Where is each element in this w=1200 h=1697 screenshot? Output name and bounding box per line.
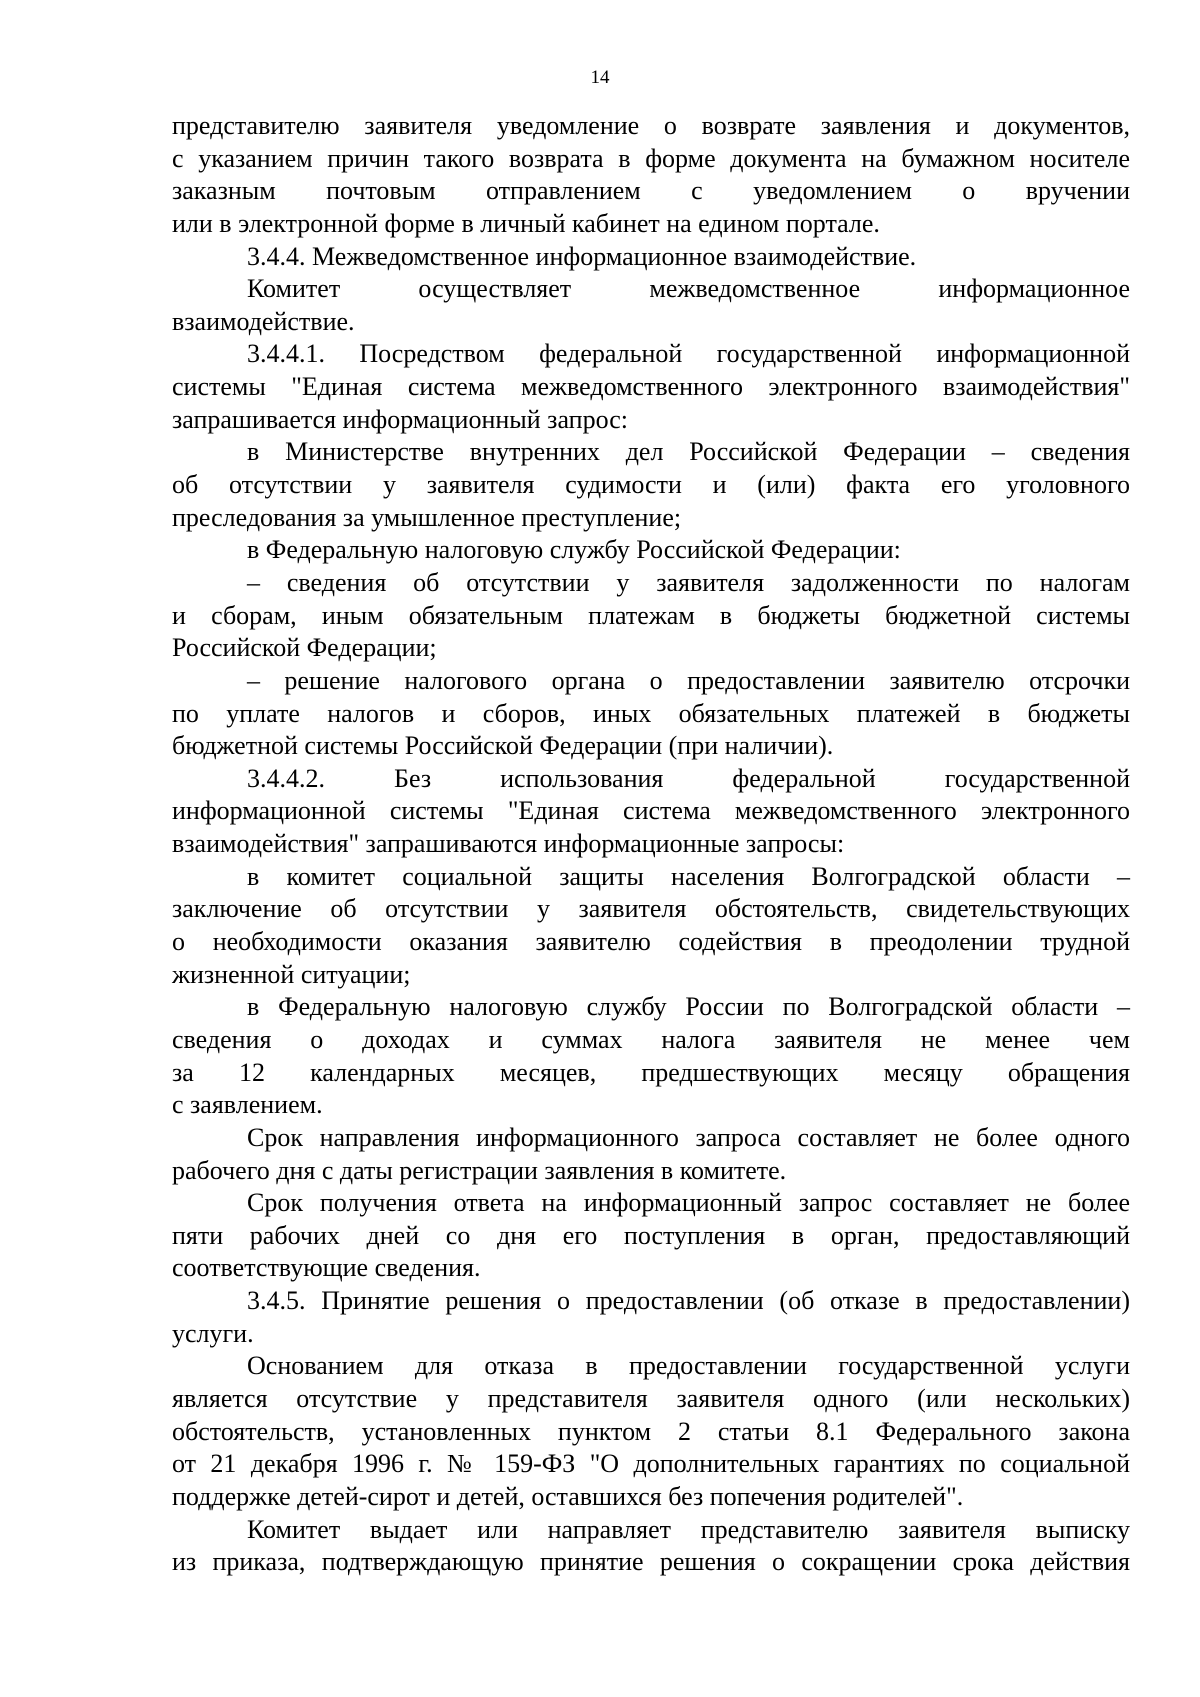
text-line: Российской Федерации; [172,633,437,663]
text-line: о необходимости оказания заявителю содействия в преодолении трудной [172,927,1130,957]
text-line: жизненной ситуации; [172,959,411,989]
text-line: от 21 декабря 1996 г. № 159-ФЗ "О дополнительных гарантиях по социальной [172,1449,1130,1479]
text-line: взаимодействие. [172,306,355,336]
text-line: взаимодействия" запрашиваются информационные запросы: [172,829,845,859]
text-line: обстоятельств, установленных пунктом 2 статьи 8.1 Федерального закона [172,1416,1130,1446]
text-line: сведения о доходах и суммах налога заявителя не менее чем [172,1024,1130,1054]
text-line: заказным почтовым отправлением с уведомлением о вручении [172,176,1130,206]
text-line: запрашивается информационный запрос: [172,404,628,434]
text-line: по уплате налогов и сборов, иных обязательных платежей в бюджеты [172,698,1130,728]
text-line: преследования за умышленное преступление; [172,502,682,532]
text-line: и сборам, иным обязательным платежам в бюджеты бюджетной системы [172,600,1130,630]
text-line: услуги. [172,1318,254,1348]
document-body [172,110,1130,1579]
text-line: Срок направления информационного запроса составляет не более одного [247,1122,1130,1152]
text-line: 3.4.5. Принятие решения о предоставлении (об отказе в предоставлении) [247,1286,1130,1316]
text-line: системы "Единая система межведомственного электронного взаимодействия" [172,372,1130,402]
text-line: – сведения об отсутствии у заявителя задолженности по налогам [247,567,1130,597]
text-line: информационной системы "Единая система межведомственного электронного [172,796,1130,826]
text-line: в Федеральную налоговую службу Российской Федерации: [247,535,901,565]
text-line: Комитет осуществляет межведомственное информационное [247,274,1130,304]
text-line: с заявлением. [172,1090,323,1120]
text-line: соответствующие сведения. [172,1253,481,1283]
text-line: или в электронной форме в личный кабинет на едином портале. [172,208,880,238]
page-number: 14 [590,67,610,88]
text-line: Основанием для отказа в предоставлении государственной услуги [247,1351,1130,1381]
text-line: заключение об отсутствии у заявителя обстоятельств, свидетельствующих [172,894,1130,924]
text-line: представителю заявителя уведомление о возврате заявления и документов, [172,111,1130,140]
text-line: в комитет социальной защиты населения Волгоградской области – [247,861,1130,891]
text-line: – решение налогового органа о предоставлении заявителю отсрочки [247,665,1130,695]
text-line: 3.4.4.1. Посредством федеральной государственной информационной [247,339,1130,369]
text-line: пяти рабочих дней со дня его поступления в орган, предоставляющий [172,1220,1130,1250]
text-line: Комитет выдает или направляет представителю заявителя выписку [247,1514,1130,1544]
text-line: рабочего дня с даты регистрации заявления в комитете. [172,1155,787,1185]
text-line: поддержке детей-сирот и детей, оставшихся без попечения родителей". [172,1481,964,1511]
text-line: с указанием причин такого возврата в форме документа на бумажном носителе [172,143,1130,173]
text-line: является отсутствие у представителя заявителя одного (или нескольких) [172,1383,1130,1413]
text-line: Срок получения ответа на информационный запрос составляет не более [247,1188,1130,1218]
text-line: в Министерстве внутренних дел Российской Федерации – сведения [247,437,1130,467]
text-line: 3.4.4.2. Без использования федеральной государственной [247,763,1130,793]
text-line: 3.4.4. Межведомственное информационное взаимодействие. [247,241,917,271]
text-line: за 12 календарных месяцев, предшествующих месяцу обращения [172,1057,1130,1087]
text-line: бюджетной системы Российской Федерации (при наличии). [172,731,834,761]
text-line: об отсутствии у заявителя судимости и (или) факта его уголовного [172,470,1130,500]
text-line: из приказа, подтверждающую принятие решения о сокращении срока действия [172,1547,1130,1577]
text-line: в Федеральную налоговую службу России по Волгоградской области – [247,992,1130,1022]
